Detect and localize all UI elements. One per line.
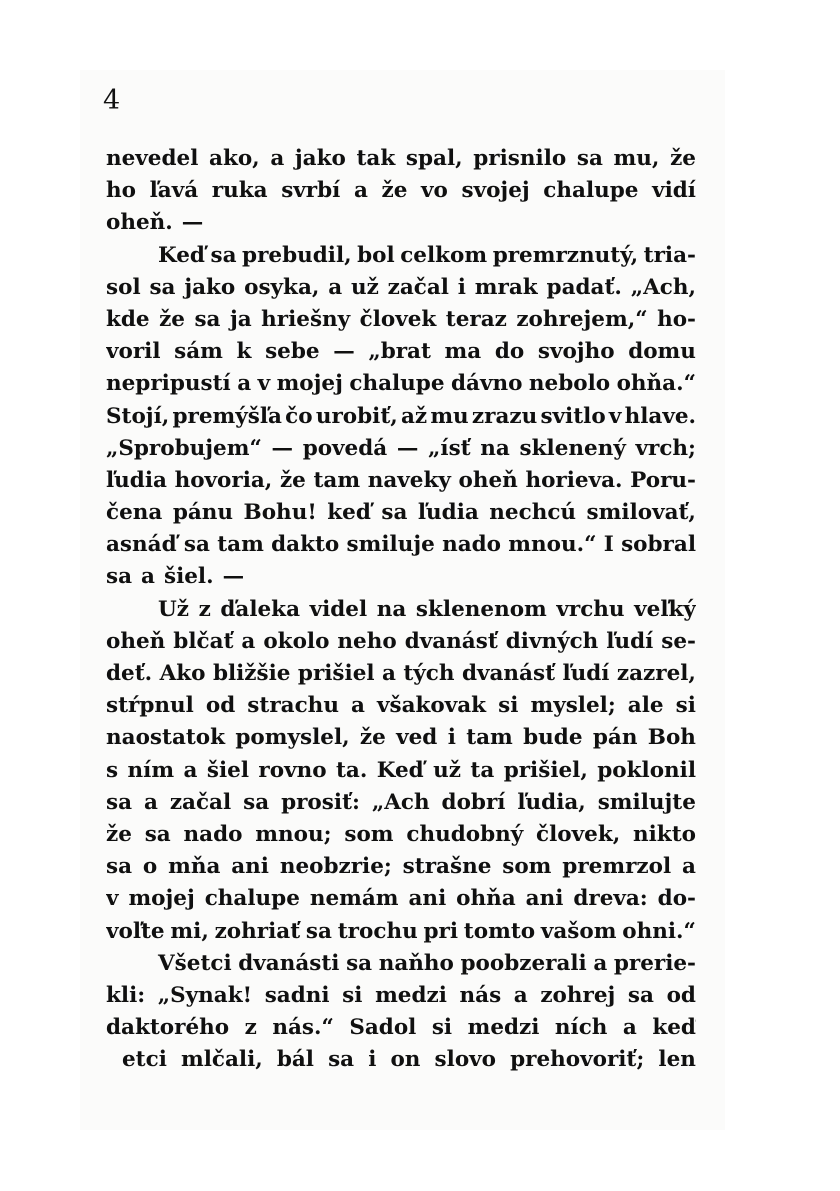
word: vašom bbox=[540, 918, 617, 944]
word: ale bbox=[627, 693, 664, 719]
word: s bbox=[106, 757, 119, 783]
word: nás.“ bbox=[272, 1015, 334, 1041]
word: asnáď bbox=[106, 532, 177, 558]
word: hovoria, bbox=[174, 467, 273, 493]
word: mojej bbox=[276, 371, 343, 397]
word: a bbox=[270, 146, 285, 171]
word: ani bbox=[231, 854, 269, 880]
word: šiel bbox=[206, 757, 249, 783]
word: premýšľa bbox=[172, 403, 282, 429]
word: „Ach bbox=[371, 789, 430, 815]
text-line bbox=[106, 207, 696, 239]
word: smiluje bbox=[346, 532, 435, 558]
word: veľký bbox=[634, 596, 696, 622]
word: dobrí bbox=[441, 789, 506, 815]
word: Všetci bbox=[158, 950, 232, 976]
word: sobral bbox=[621, 532, 696, 558]
word: ho- bbox=[657, 306, 696, 332]
word: naostatok bbox=[106, 725, 226, 751]
word: oheň bbox=[106, 628, 166, 654]
word: „ísť bbox=[428, 435, 471, 461]
word: mrak bbox=[474, 274, 538, 300]
text-line bbox=[106, 1012, 696, 1044]
word: tam bbox=[466, 725, 513, 751]
word: ako, bbox=[209, 146, 260, 171]
text-line bbox=[106, 851, 696, 883]
word: nepripustí bbox=[106, 371, 231, 397]
word: a bbox=[241, 628, 256, 654]
word: dvanásti bbox=[238, 950, 340, 976]
word: sadni bbox=[264, 982, 330, 1008]
word: ním bbox=[127, 757, 175, 783]
word: si bbox=[675, 693, 696, 719]
word: strachu bbox=[247, 693, 339, 719]
word: ohňa.“ bbox=[616, 371, 696, 397]
word: blčať bbox=[173, 628, 234, 654]
word: ta bbox=[470, 757, 495, 783]
word: čena bbox=[106, 500, 163, 526]
word: pán bbox=[592, 725, 638, 751]
word: ohňa bbox=[456, 886, 516, 912]
word: o bbox=[142, 854, 158, 880]
word: svojho bbox=[537, 339, 615, 365]
text-line bbox=[106, 787, 696, 819]
word: že bbox=[279, 467, 306, 493]
word: i bbox=[447, 725, 456, 751]
word: nemám bbox=[309, 886, 399, 912]
word: v bbox=[608, 403, 622, 429]
word: medzi bbox=[375, 982, 447, 1008]
word: dakto bbox=[271, 532, 340, 558]
word: a bbox=[351, 693, 365, 719]
word: dvanásť bbox=[461, 661, 556, 686]
text-line bbox=[106, 175, 696, 207]
word: mňa bbox=[168, 854, 221, 880]
word: nebolo bbox=[528, 371, 611, 397]
word: začal bbox=[387, 274, 449, 300]
word: Už bbox=[158, 596, 189, 622]
word: stŕpnul bbox=[106, 693, 194, 719]
word: daktorého bbox=[106, 1015, 230, 1041]
word: spal, bbox=[405, 146, 463, 171]
word: dvanásť bbox=[404, 628, 498, 654]
word: a bbox=[382, 661, 396, 686]
word: nado bbox=[183, 821, 243, 847]
word: sa bbox=[144, 821, 171, 847]
word: sa bbox=[194, 306, 221, 332]
word: domu bbox=[628, 339, 696, 365]
word: vidí bbox=[652, 178, 696, 204]
text-line bbox=[106, 401, 696, 433]
word: on bbox=[390, 1047, 421, 1073]
word: sa bbox=[183, 532, 210, 558]
word: že bbox=[670, 146, 696, 171]
word: sa bbox=[210, 242, 237, 268]
word: mnou.“ bbox=[508, 532, 597, 558]
word: že bbox=[381, 178, 408, 204]
word: pri bbox=[423, 918, 459, 944]
word: ních bbox=[554, 1015, 608, 1041]
word: oheň. bbox=[106, 210, 173, 236]
text-line bbox=[106, 948, 696, 980]
word: a bbox=[237, 371, 252, 397]
text-line bbox=[106, 722, 696, 754]
word: sa bbox=[149, 274, 176, 300]
word: neobzrie; bbox=[279, 854, 392, 880]
word: a bbox=[622, 1015, 637, 1041]
word: ruka bbox=[211, 178, 268, 204]
word: ohni.“ bbox=[622, 918, 696, 944]
text-line bbox=[106, 497, 696, 529]
text-line bbox=[106, 658, 696, 690]
word: prehovoriť; bbox=[510, 1047, 645, 1073]
word: na bbox=[480, 435, 510, 461]
text-line bbox=[106, 690, 696, 722]
word: do- bbox=[657, 886, 696, 912]
text-line bbox=[106, 143, 696, 175]
word: sa bbox=[106, 564, 133, 590]
word: prebudil, bbox=[242, 242, 352, 268]
word: ani bbox=[408, 886, 447, 912]
word: v bbox=[106, 886, 119, 912]
word: tých bbox=[403, 661, 455, 686]
word: poklonil bbox=[597, 757, 696, 783]
word: — bbox=[396, 435, 419, 461]
word: osyka, bbox=[244, 274, 320, 300]
word: pánu bbox=[172, 500, 234, 526]
word: ved bbox=[396, 725, 438, 751]
word: a bbox=[513, 982, 528, 1008]
word: „brat bbox=[368, 339, 431, 365]
word: a bbox=[593, 950, 608, 976]
word: — bbox=[271, 435, 294, 461]
word: som bbox=[502, 854, 552, 880]
word: slovo bbox=[434, 1047, 496, 1073]
word: že bbox=[159, 306, 185, 332]
word: smilujte bbox=[597, 789, 696, 815]
word: „Sprobujem“ bbox=[106, 435, 262, 461]
word: „Synak! bbox=[157, 982, 253, 1008]
word: mlčali, bbox=[180, 1047, 263, 1073]
word: mnou; bbox=[255, 821, 332, 847]
word: už bbox=[350, 274, 379, 300]
text-line bbox=[106, 304, 696, 336]
text-line bbox=[106, 561, 696, 593]
word: poobzerali bbox=[460, 950, 587, 976]
word: celkom bbox=[400, 242, 488, 268]
word: svrbí bbox=[281, 178, 341, 204]
word: sklenenom bbox=[415, 596, 547, 622]
word: šiel. bbox=[163, 564, 214, 590]
word: ma bbox=[444, 339, 482, 365]
word: v bbox=[257, 371, 271, 397]
word: okolo bbox=[263, 628, 330, 654]
word: a bbox=[353, 178, 368, 204]
word: ľudí bbox=[562, 661, 610, 686]
word: sa bbox=[627, 982, 654, 1008]
word: Boh bbox=[647, 725, 696, 751]
word: si bbox=[342, 982, 363, 1008]
word: a bbox=[681, 854, 696, 880]
word: premrzol bbox=[562, 854, 672, 880]
word: ľudia bbox=[417, 500, 479, 526]
word: z bbox=[244, 1015, 257, 1041]
word: voril bbox=[106, 339, 161, 365]
word: nevedel bbox=[106, 146, 199, 171]
text-line bbox=[106, 980, 696, 1012]
word: prišiel, bbox=[503, 757, 588, 783]
word: tam bbox=[313, 467, 361, 493]
body-text bbox=[106, 143, 696, 1076]
word: človek, bbox=[536, 821, 621, 847]
word: keď bbox=[652, 1015, 696, 1041]
word: že bbox=[106, 821, 132, 847]
word: etci bbox=[122, 1047, 167, 1073]
word: som bbox=[344, 821, 394, 847]
word: čo bbox=[285, 403, 313, 429]
word: deť. bbox=[106, 661, 153, 686]
word: sol bbox=[106, 274, 141, 300]
text-line bbox=[106, 626, 696, 658]
word: povedá bbox=[302, 435, 388, 461]
word: teraz bbox=[445, 306, 507, 332]
word: ani bbox=[525, 886, 564, 912]
word: dreva: bbox=[573, 886, 648, 912]
word: chalupe bbox=[349, 371, 445, 397]
word: k bbox=[236, 339, 252, 365]
word: sebe bbox=[265, 339, 320, 365]
word: ho bbox=[106, 178, 136, 204]
word: mi, bbox=[170, 918, 209, 944]
word: ja bbox=[229, 306, 252, 332]
word: až bbox=[400, 403, 428, 429]
text-line bbox=[106, 465, 696, 497]
word: si bbox=[498, 693, 519, 719]
text-line bbox=[106, 368, 696, 400]
word: Keď bbox=[158, 242, 205, 268]
word: „Ach, bbox=[630, 274, 696, 300]
word: sa bbox=[576, 146, 603, 171]
word: z bbox=[198, 596, 211, 622]
word: tak bbox=[356, 146, 396, 171]
word: tam bbox=[217, 532, 264, 558]
word: ta. bbox=[335, 757, 368, 783]
word: si bbox=[431, 1015, 453, 1041]
text-line bbox=[106, 916, 696, 948]
word: zazrel, bbox=[616, 661, 696, 686]
word: hlave. bbox=[624, 403, 696, 429]
word: strašne bbox=[402, 854, 492, 880]
word: ďaleka bbox=[220, 596, 301, 622]
word: na bbox=[376, 596, 407, 622]
word: mu, bbox=[613, 146, 660, 171]
word: a bbox=[183, 757, 198, 783]
word: všakovak bbox=[376, 693, 487, 719]
word: keď bbox=[327, 500, 371, 526]
word: tria- bbox=[643, 242, 696, 268]
word: i bbox=[457, 274, 466, 300]
word: bude bbox=[523, 725, 583, 751]
word: že bbox=[359, 725, 386, 751]
word: ľavá bbox=[149, 178, 199, 204]
text-line bbox=[106, 336, 696, 368]
word: len bbox=[658, 1047, 696, 1073]
text-line bbox=[106, 529, 696, 561]
word: Poru- bbox=[630, 467, 696, 493]
word: nado bbox=[442, 532, 501, 558]
word: vrch; bbox=[635, 435, 696, 461]
word: zohriať bbox=[214, 918, 301, 944]
word: jako bbox=[294, 146, 346, 171]
word: Stojí, bbox=[106, 403, 170, 429]
word: se- bbox=[661, 628, 696, 654]
word: — bbox=[181, 210, 204, 236]
word: a bbox=[328, 274, 343, 300]
word: sám bbox=[174, 339, 223, 365]
word: myslel; bbox=[530, 693, 616, 719]
word: nechcú bbox=[489, 500, 577, 526]
word: sa bbox=[346, 950, 373, 976]
word: ľudia bbox=[106, 467, 167, 493]
word: od bbox=[205, 693, 236, 719]
word: neho bbox=[337, 628, 397, 654]
word: chalupe bbox=[204, 886, 300, 912]
word: sklenený bbox=[519, 435, 626, 461]
text-line bbox=[106, 433, 696, 465]
word: medzi bbox=[467, 1015, 540, 1041]
word: kli: bbox=[106, 982, 146, 1008]
text-line bbox=[106, 594, 696, 626]
word: videl bbox=[309, 596, 368, 622]
word: prerie- bbox=[613, 950, 696, 976]
word: sa bbox=[106, 789, 133, 815]
word: ľudia, bbox=[517, 789, 586, 815]
word: — bbox=[222, 564, 245, 590]
word: chudobný bbox=[406, 821, 524, 847]
word: jako bbox=[184, 274, 236, 300]
word: dávno bbox=[451, 371, 523, 397]
word: — bbox=[333, 339, 355, 365]
word: ľudí bbox=[606, 628, 654, 654]
word: pomyslel, bbox=[235, 725, 350, 751]
word: zohrej bbox=[540, 982, 616, 1008]
word: a bbox=[141, 564, 155, 590]
word: hriešny bbox=[261, 306, 351, 332]
text-line bbox=[106, 240, 696, 272]
word: tomto bbox=[463, 918, 536, 944]
word: kde bbox=[106, 306, 150, 332]
word: naveky bbox=[367, 467, 451, 493]
word: prosiť: bbox=[281, 789, 360, 815]
word: zrazu bbox=[471, 403, 538, 429]
word: sa bbox=[305, 918, 332, 944]
word: nás bbox=[459, 982, 502, 1008]
word: Keď bbox=[376, 757, 424, 783]
word: bol bbox=[357, 242, 395, 268]
word: a bbox=[143, 789, 158, 815]
word: nikto bbox=[633, 821, 696, 847]
word: voľte bbox=[106, 918, 165, 944]
word: od bbox=[666, 982, 696, 1008]
word: padať. bbox=[546, 274, 622, 300]
word: zohrejem,“ bbox=[516, 306, 648, 332]
word: vo bbox=[421, 178, 448, 204]
word: rovno bbox=[258, 757, 327, 783]
word: prisnilo bbox=[473, 146, 567, 171]
word: oheň bbox=[458, 467, 518, 493]
word: urobiť, bbox=[315, 403, 398, 429]
word: trochu bbox=[337, 918, 418, 944]
text-line bbox=[106, 883, 696, 915]
text-line bbox=[106, 819, 696, 851]
word: prišiel bbox=[297, 661, 375, 686]
text-line bbox=[106, 1044, 696, 1076]
word: Bohu! bbox=[243, 500, 317, 526]
word: i bbox=[368, 1047, 377, 1073]
word: človek bbox=[359, 306, 437, 332]
word: do bbox=[494, 339, 525, 365]
word: chalupe bbox=[543, 178, 639, 204]
word: sa bbox=[106, 854, 133, 880]
word: sa bbox=[328, 1047, 355, 1073]
word: bližšie bbox=[212, 661, 291, 686]
word: začal bbox=[169, 789, 232, 815]
word: už bbox=[433, 757, 461, 783]
text-line bbox=[106, 755, 696, 787]
word: svojej bbox=[461, 178, 530, 204]
page-number: 4 bbox=[103, 85, 121, 116]
word: premrznutý, bbox=[492, 242, 639, 268]
word: divných bbox=[505, 628, 599, 654]
word: mojej bbox=[128, 886, 195, 912]
word: sa bbox=[381, 500, 408, 526]
text-line bbox=[106, 272, 696, 304]
word: mu bbox=[430, 403, 469, 429]
word: svitlo bbox=[540, 403, 606, 429]
word: smilovať, bbox=[586, 500, 696, 526]
word: naňho bbox=[378, 950, 454, 976]
word: Sadol bbox=[349, 1015, 417, 1041]
word: I bbox=[603, 532, 614, 558]
word: sa bbox=[243, 789, 270, 815]
word: bál bbox=[276, 1047, 314, 1073]
word: horieva. bbox=[525, 467, 623, 493]
word: Ako bbox=[159, 661, 206, 686]
word: vrchu bbox=[556, 596, 625, 622]
